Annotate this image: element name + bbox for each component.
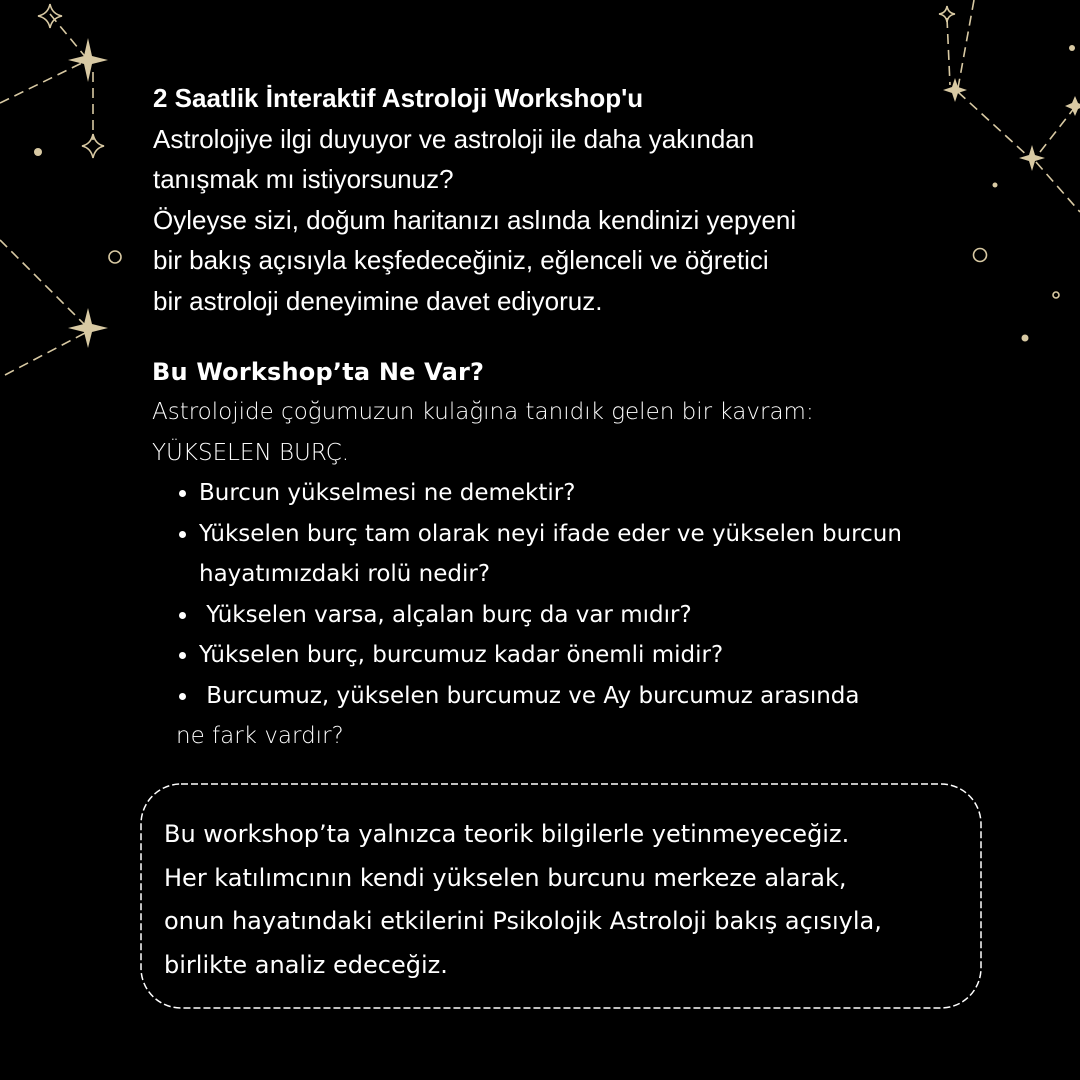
star-icon xyxy=(68,38,108,82)
question-list xyxy=(152,473,982,716)
list-item: • Yükselen burç tam olarak neyi ifade eder ve yükselen burcun hayatımızdaki rolü nedir? xyxy=(199,514,982,595)
list-item: • Burcun yükselmesi ne demektir? xyxy=(199,473,982,514)
list-tail-line: ne fark vardır? xyxy=(176,723,344,749)
workshop-title: 2 Saatlik İnteraktif Astroloji Workshop'u xyxy=(153,83,644,113)
list-item: • Yükselen burç, burcumuz kadar önemli midir? xyxy=(199,635,982,676)
intro-block xyxy=(153,78,913,321)
star-icon xyxy=(1065,96,1080,116)
workshop-content-section xyxy=(152,352,982,757)
star-icon xyxy=(943,78,967,102)
intro-line: bir astroloji deneyimine davet ediyoruz. xyxy=(153,285,603,316)
section-line: Astrolojide çoğumuzun kulağına tanıdık gelen bir kavram: xyxy=(152,399,814,425)
highlight-line: Her katılımcının kendi yükselen burcunu merkeze alarak, xyxy=(164,863,847,892)
highlight-box xyxy=(140,783,982,1009)
intro-line: Astrolojiye ilgi duyuyor ve astroloji ile daha yakından xyxy=(153,123,755,154)
intro-line: Öyleyse sizi, doğum haritanızı aslında kendinizi yepyeni xyxy=(153,204,797,235)
list-item: • Burcumuz, yükselen burcumuz ve Ay burcumuz arasında xyxy=(199,676,982,717)
highlight-line: onun hayatındaki etkilerini Psikolojik Astroloji bakış açısıyla, xyxy=(164,907,882,935)
highlight-line: Bu workshop’ta yalnızca teorik bilgilerle yetinmeyeceğiz. xyxy=(164,820,850,848)
list-item: • Yükselen varsa, alçalan burç da var mıdır? xyxy=(199,595,982,636)
sparkle-icon xyxy=(939,6,955,22)
section-line: YÜKSELEN BURÇ. xyxy=(152,439,350,466)
intro-line: tanışmak mı istiyorsunuz? xyxy=(153,164,454,194)
star-icon xyxy=(68,308,108,348)
section-heading: Bu Workshop’ta Ne Var? xyxy=(152,358,485,386)
highlight-line: birlikte analiz edeceğiz. xyxy=(164,950,448,979)
highlight-text xyxy=(164,813,964,987)
sparkle-icon xyxy=(38,4,62,28)
sparkle-icon xyxy=(82,134,104,158)
intro-line: bir bakış açısıyla keşfedeceğiniz, eğlenceli ve öğretici xyxy=(153,245,769,275)
star-icon xyxy=(1019,145,1045,171)
